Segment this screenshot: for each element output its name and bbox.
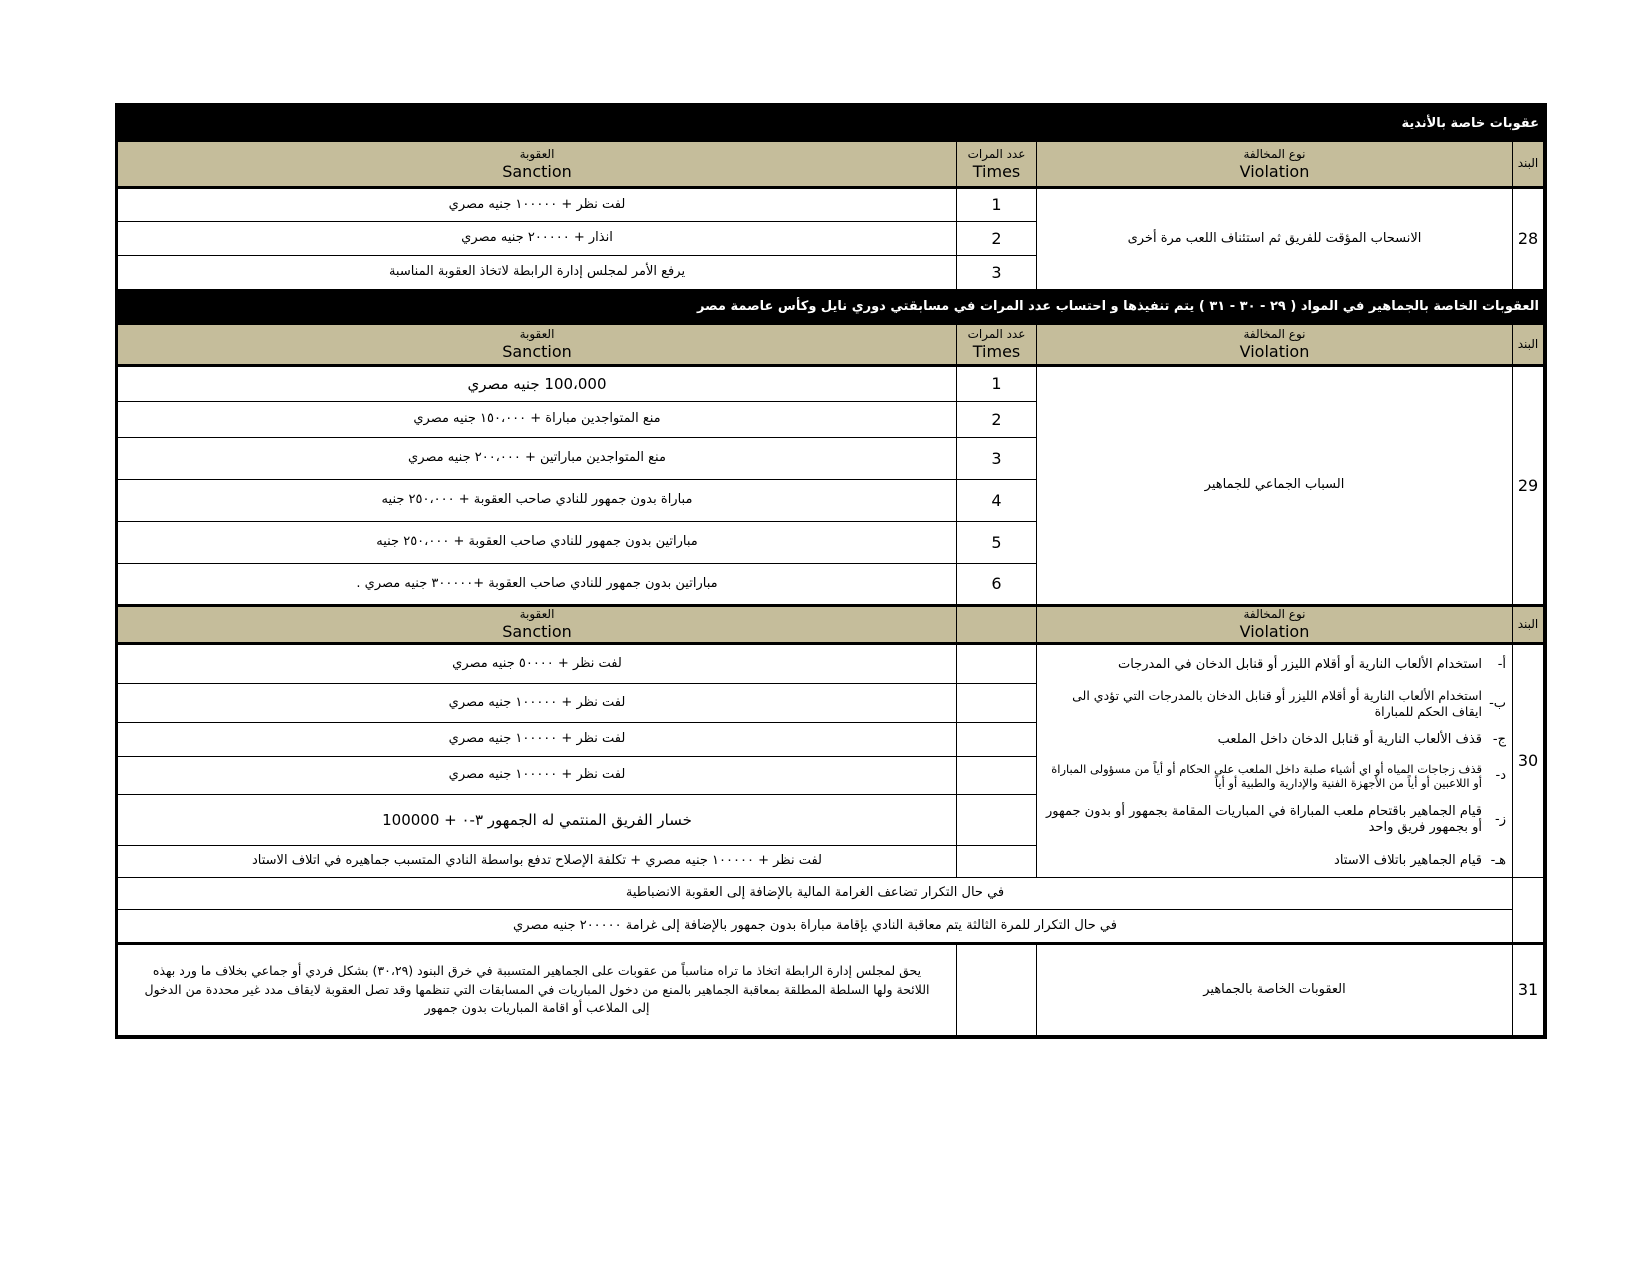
violation-item: أ- استخدام الألعاب النارية أو أقلام الليزر أو قنابل الدخان في المدرجات — [1117, 656, 1506, 672]
empty-cell — [1513, 878, 1544, 910]
times-cell: 3 — [957, 438, 1037, 480]
violation-item: ز- قيام الجماهير باقتحام ملعب المباراة في المباريات المقامة بجمهور أو بدون جمهور أو بجمهور فريق واحد — [1046, 803, 1506, 835]
item-number: 30 — [1513, 644, 1544, 878]
times-cell: 1 — [957, 366, 1037, 402]
times-cell-empty — [957, 795, 1037, 845]
violation-list — [1037, 644, 1513, 878]
sanction-cell: انذار + ٢٠٠٠٠٠ جنيه مصري — [118, 222, 957, 256]
table-row — [118, 366, 1544, 402]
header-violation: نوع المخالفة Violation — [1037, 142, 1513, 188]
table-header — [118, 325, 1544, 366]
sanction-cell: لفت نظر + ١٠٠٠٠٠ جنيه مصري — [118, 684, 957, 722]
note-row — [118, 910, 1544, 944]
times-cell: 1 — [957, 188, 1037, 222]
header-item: البند — [1513, 606, 1544, 644]
violation-item: هـ- قيام الجماهير باتلاف الاستاد — [1334, 852, 1506, 868]
sanction-cell: منع المتواجدين مباراة + ١٥٠،٠٠٠ جنيه مصري — [118, 402, 957, 438]
table-row — [118, 944, 1544, 1036]
note-text: في حال التكرار تضاعف الغرامة المالية بالإضافة إلى العقوبة الانضباطية — [118, 878, 1513, 910]
table-row — [118, 644, 1544, 684]
times-cell: 2 — [957, 222, 1037, 256]
sanction-cell: مباراة بدون جمهور للنادي صاحب العقوبة + ٢٥٠،٠٠٠ جنيه — [118, 480, 957, 522]
violation-text: السباب الجماعي للجماهير — [1037, 366, 1513, 606]
violation-text: الانسحاب المؤقت للفريق ثم استئناف اللعب مرة أخرى — [1037, 188, 1513, 290]
header-times-empty — [957, 606, 1037, 644]
item-number: 28 — [1513, 188, 1544, 290]
note-row — [118, 878, 1544, 910]
sanction-line: إلى الملاعب أو اقامة المباريات بدون جمهور — [424, 1000, 650, 1016]
violation-item: ج- قذف الألعاب النارية أو قنابل الدخان داخل الملعب — [1217, 731, 1506, 747]
header-times: عدد المرات Times — [957, 325, 1037, 366]
sanctions-table — [115, 103, 1547, 1039]
header-item: البند — [1513, 142, 1544, 188]
header-sanction: العقوبة Sanction — [118, 606, 957, 644]
note-text: في حال التكرار للمرة الثالثة يتم معاقبة النادي بإقامة مباراة بدون جمهور بالإضافة إلى غرامة ٢٠٠٠٠٠ جنيه مصري — [118, 910, 1513, 944]
times-cell-empty — [957, 722, 1037, 756]
times-cell: 3 — [957, 256, 1037, 290]
sanction-cell: مباراتين بدون جمهور للنادي صاحب العقوبة + ٢٥٠،٠٠٠ جنيه — [118, 522, 957, 564]
times-cell: 4 — [957, 480, 1037, 522]
times-cell: 5 — [957, 522, 1037, 564]
times-cell-empty — [957, 756, 1037, 794]
sanction-cell: لفت نظر + ١٠٠٠٠٠ جنيه مصري — [118, 188, 957, 222]
sanction-line: يحق لمجلس إدارة الرابطة اتخاذ ما تراه مناسباً من عقوبات على الجماهير المتسببة في خرق البنود (٣٠،٢٩) بشكل فردي أو جماعي بخلاف ما ورد بهذه — [152, 962, 922, 978]
section-title-fans: العقوبات الخاصة بالجماهير في المواد ( ٢٩ - ٣٠ - ٣١ ) يتم تنفيذها و احتساب عدد المرات في مسابقتي دوري نايل وكأس عاصمة مصر — [118, 290, 1544, 325]
table-header — [118, 142, 1544, 188]
sanction-cell: يرفع الأمر لمجلس إدارة الرابطة لاتخاذ العقوبة المناسبة — [118, 256, 957, 290]
table-row — [118, 188, 1544, 222]
violation-text: العقوبات الخاصة بالجماهير — [1037, 944, 1513, 1036]
sanction-cell: خسار الفريق المنتمي له الجمهور ٣-٠ + 100000 — [118, 795, 957, 845]
section-title-clubs: عقوبات خاصة بالأندية — [118, 107, 1544, 142]
sanction-cell: لفت نظر + ١٠٠٠٠٠ جنيه مصري — [118, 756, 957, 794]
times-cell-empty — [957, 845, 1037, 877]
times-cell: 2 — [957, 402, 1037, 438]
header-sanction: العقوبة Sanction — [118, 142, 957, 188]
violation-item: ب- استخدام الألعاب النارية أو أقلام الليزر أو قنابل الدخان بالمدرجات التي تؤدي الى ايقاف الحكم للمباراة — [1072, 688, 1506, 719]
header-violation: نوع المخالفة Violation — [1037, 606, 1513, 644]
empty-cell — [1513, 910, 1544, 944]
sanction-cell: لفت نظر + ٥٠٠٠٠ جنيه مصري — [118, 644, 957, 684]
sanction-cell — [118, 944, 957, 1036]
sanction-cell: 100،000 جنيه مصري — [118, 366, 957, 402]
item-number: 31 — [1513, 944, 1544, 1036]
table-header — [118, 606, 1544, 644]
times-cell-empty — [957, 944, 1037, 1036]
times-cell-empty — [957, 684, 1037, 722]
item-number: 29 — [1513, 366, 1544, 606]
sanction-line: اللائحة ولها السلطة المطلقة بمعاقبة الجماهير بالمنع من دخول المباريات في المسابقات التي تنظمها وقد تصل العقوبة لايقاف مدد غير محددة من الدخول — [144, 981, 930, 997]
sanction-cell: مباراتين بدون جمهور للنادي صاحب العقوبة +٣٠٠٠٠٠ جنيه مصري . — [118, 564, 957, 606]
times-cell: 6 — [957, 564, 1037, 606]
sanction-cell: لفت نظر + ١٠٠٠٠٠ جنيه مصري — [118, 722, 957, 756]
header-sanction: العقوبة Sanction — [118, 325, 957, 366]
header-violation: نوع المخالفة Violation — [1037, 325, 1513, 366]
violation-item: د- قذف زجاجات المياه أو اي أشياء صلبة داخل الملعب على الحكام أو أياً من مسؤولى المباراة أو اللاعبين أو أياً من الأجهزة الفنية والإدارية والطبية أو أياً — [1051, 761, 1506, 790]
header-times: عدد المرات Times — [957, 142, 1037, 188]
sanction-cell: منع المتواجدين مباراتين + ٢٠٠،٠٠٠ جنيه مصري — [118, 438, 957, 480]
times-cell-empty — [957, 644, 1037, 684]
header-item: البند — [1513, 325, 1544, 366]
sanction-cell: لفت نظر + ١٠٠٠٠٠ جنيه مصري + تكلفة الإصلاح تدفع بواسطة النادي المتسبب جماهيره في اتلاف الاستاد — [118, 845, 957, 877]
